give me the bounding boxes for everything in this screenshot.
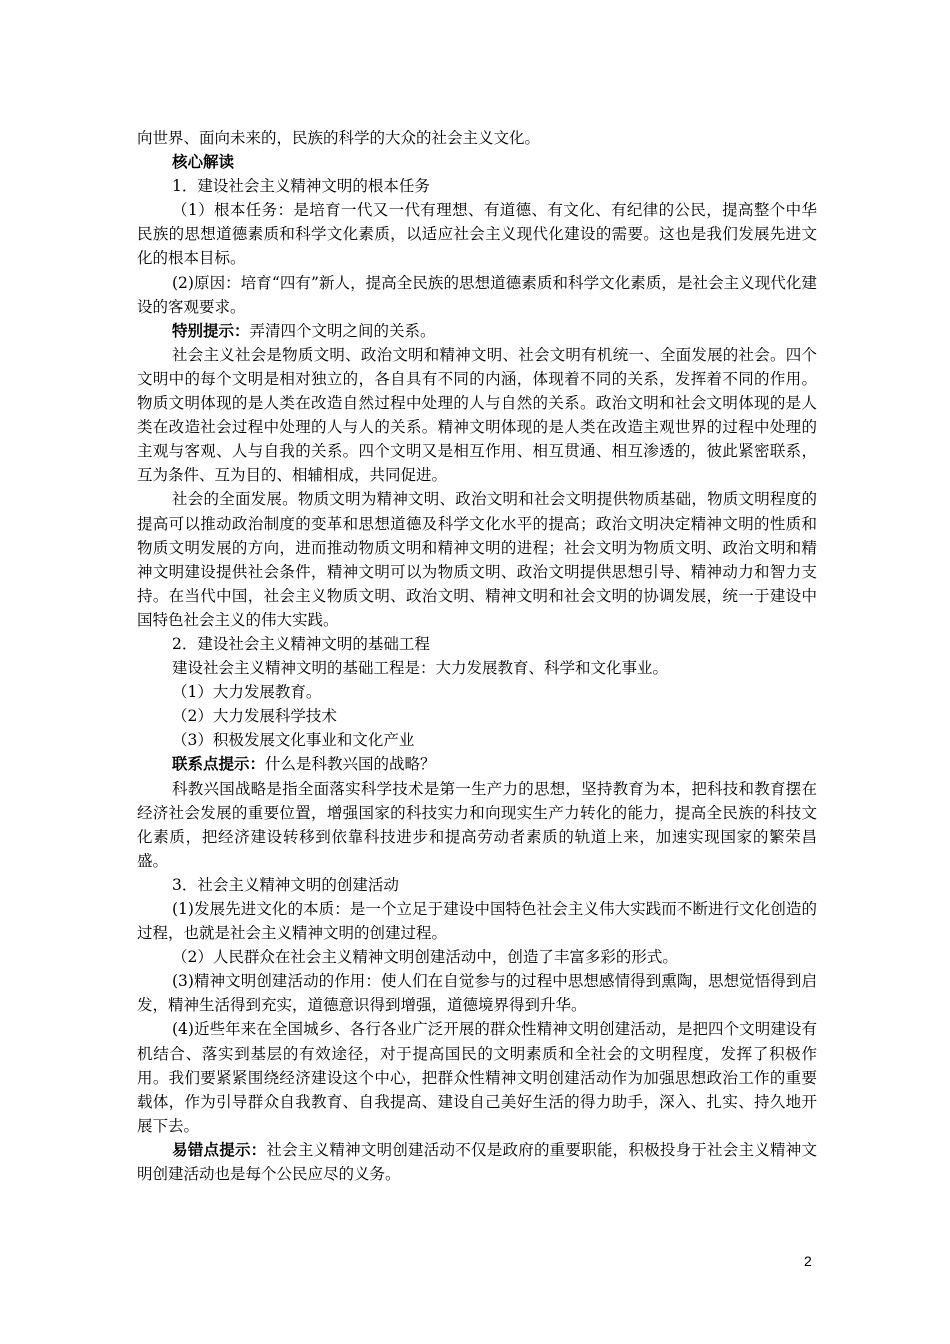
section-1-title: 1．建设社会主义精神文明的根本任务 [172,177,430,196]
tip-link-text: 什么是科教兴国的战略？ [265,755,436,774]
tip-link [137,752,817,776]
section-3-paragraph-2: （2）人民群众在社会主义精神文明创建活动中，创造了丰富多彩的形式。 [172,948,678,967]
tip-link-label: 联系点提示： [172,754,266,774]
section-1-paragraph-2: (2)原因：培育“四有”新人，提高全民族的思想道德素质和科学文化素质，是社会主义现代化建设的客观要求。 [137,273,817,316]
section-2-item-3: （3）积极发展文化事业和文化产业 [172,731,415,750]
tip-special-paragraph-1: 社会主义社会是物质文明、政治文明和精神文明、社会文明有机统一、全面发展的社会。四个文明中的每个文明是相对独立的，各自具有不同的内涵，体现着不同的关系，发挥着不同的作用。物质文明体现的是人类在改造自然过程中处理的人与自然的关系。政治文明和社会文明体现的是人类在改造社会过程中处理的人与人的关系。精神文明体现的是人类在改造主观世界的过程中处理的主观与客观、人与自我的关系。四个文明又是相互作用、相互贯通、相互渗透的，彼此紧密联系，互为条件、互为目的、相辅相成，共同促进。 [137,345,817,485]
document-body [137,126,817,1186]
section-2-title: 2．建设社会主义精神文明的基础工程 [172,634,430,653]
section-2-paragraph-1: 建设社会主义精神文明的基础工程是：大力发展教育、科学和文化事业。 [172,659,669,678]
tip-special-label: 特别提示： [172,320,250,340]
tip-special [137,319,817,343]
tip-error [137,1138,817,1186]
intro-paragraph: 向世界、面向未来的，民族的科学的大众的社会主义文化。 [137,129,541,147]
tip-error-text: 社会主义精神文明创建活动不仅是政府的重要职能，积极投身于社会主义精神文明创建活动也是每个公民应尽的义务。 [137,1140,817,1184]
tip-special-text: 弄清四个文明之间的关系。 [249,321,436,340]
section-3-paragraph-3: (3)精神文明创建活动的作用：使人们在自觉参与的过程中思想感情得到熏陶，思想觉悟得到启发，精神生活得到充实，道德意识得到增强，道德境界得到升华。 [137,972,817,1015]
section-3-title: 3．社会主义精神文明的创建活动 [172,875,399,894]
section-3-paragraph-4: (4)近些年来在全国城乡、各行各业广泛开展的群众性精神文明创建活动，是把四个文明建设有机结合、落实到基层的有效途径，对于提高国民的文明素质和全社会的文明程度，发挥了积极作用。我们要紧紧围绕经济建设这个中心，把群众性精神文明创建活动作为加强思想政治工作的重要载体，作为引导群众自我教育、自我提高、建设自己美好生活的得力助手，深入、扎实、持久地开展下去。 [137,1020,817,1135]
page-number: 2 [804,1253,812,1269]
tip-link-paragraph-1: 科教兴国战略是指全面落实科学技术是第一生产力的思想，坚持教育为本，把科技和教育摆在经济社会发展的重要位置，增强国家的科技实力和向现实生产力转化的能力，提高全民族的科技文化素质，把经济建设转移到依靠科技进步和提高劳动者素质的轨道上来，加速实现国家的繁荣昌盛。 [137,779,817,870]
section-1-paragraph-1: （1）根本任务：是培育一代又一代有理想、有道德、有文化、有纪律的公民，提高整个中华民族的思想道德素质和科学文化素质，以适应社会主义现代化建设的需要。这也是我们发展先进文化的根本目标。 [137,201,817,268]
tip-special-paragraph-2: 社会的全面发展。物质文明为精神文明、政治文明和社会文明提供物质基础，物质文明程度的提高可以推动政治制度的变革和思想道德及科学文化水平的提高；政治文明决定精神文明的性质和物质文明发展的方向，进而推动物质文明和精神文明的进程；社会文明为物质文明、政治文明和精神文明建设提供社会条件，精神文明可以为物质文明、政治文明提供思想引导、精神动力和智力支持。在当代中国，社会主义物质文明、政治文明、精神文明和社会文明的协调发展，统一于建设中国特色社会主义的伟大实践。 [137,490,817,629]
core-heading: 核心解读 [172,152,235,172]
section-3-paragraph-1: (1)发展先进文化的本质：是一个立足于建设中国特色社会主义伟大实践而不断进行文化创造的过程，也就是社会主义精神文明的创建过程。 [137,900,817,943]
section-2-item-2: （2）大力发展科学技术 [172,707,337,726]
section-2-item-1: （1）大力发展教育。 [172,683,322,702]
tip-error-label: 易错点提示： [172,1139,267,1159]
